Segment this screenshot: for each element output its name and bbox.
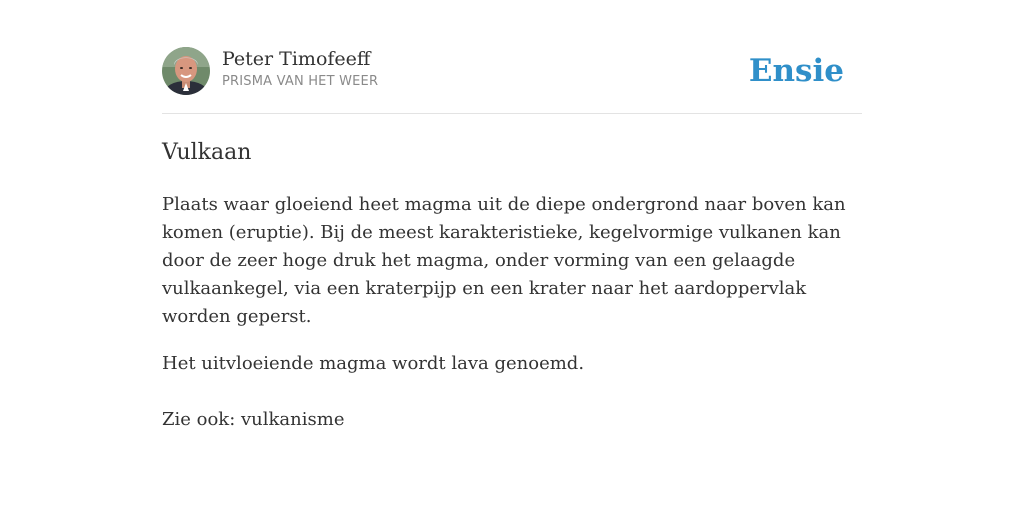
definition-card — [162, 46, 862, 434]
author-source[interactable]: PRISMA VAN HET WEER — [222, 74, 379, 89]
article-title: Vulkaan — [162, 140, 252, 165]
author-name[interactable]: Peter Timofeeff — [222, 48, 371, 70]
article-body — [162, 191, 862, 434]
brand-logo[interactable]: Ensie — [748, 53, 844, 89]
article-paragraph: Het uitvloeiende magma wordt lava genoemd. — [162, 353, 585, 374]
avatar-photo-icon — [162, 47, 210, 95]
article-paragraph: Plaats waar gloeiend heet magma uit de diepe ondergrond naar boven kan komen (eruptie). Bij de meest karakteristieke, kegelvormige vulkanen kan door de zeer hoge druk het magma, onder vorming van een gelaagde vulkaankegel, via een kraterpijp en een krater naar het aardoppervlak worden geperst. — [162, 194, 846, 327]
see-also-paragraph: Zie ook: vulkanisme — [162, 409, 345, 430]
author-info — [222, 47, 378, 91]
card-header — [162, 46, 862, 114]
author-avatar[interactable] — [162, 47, 210, 95]
